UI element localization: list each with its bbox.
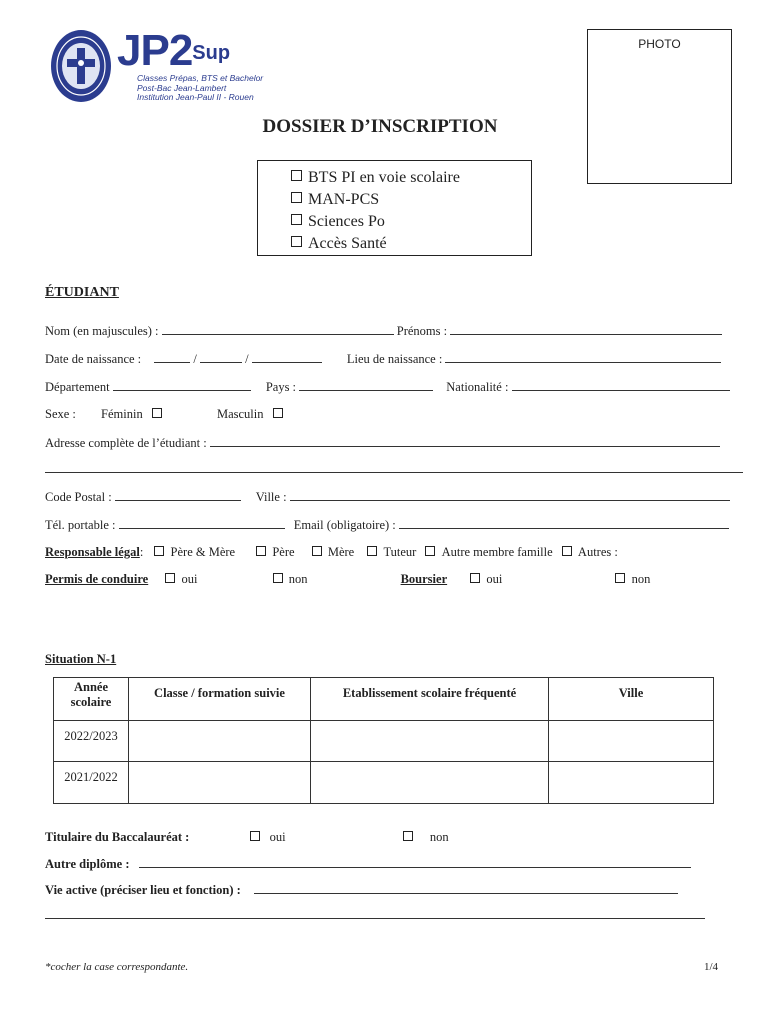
- table-row: [54, 762, 714, 804]
- situation-title: Situation N-1: [45, 652, 117, 666]
- nom-label: Nom (en majuscules) :: [45, 324, 159, 338]
- pays-label: Pays :: [265, 380, 297, 394]
- logo-line-2: Post-Bac Jean-Lambert: [137, 82, 227, 93]
- school-logo: [117, 28, 263, 103]
- permis-boursier-row: Permis de conduire oui non Boursier oui non: [45, 572, 651, 586]
- birth-month-field[interactable]: [200, 351, 242, 363]
- checkbox[interactable]: [291, 214, 302, 225]
- autre-diplome-label: Autre diplôme :: [45, 857, 130, 871]
- page-number: 1/4: [704, 961, 719, 973]
- checkbox[interactable]: [562, 546, 572, 556]
- contact-row: [45, 517, 729, 533]
- code-postal-field[interactable]: [115, 489, 241, 501]
- table-cell[interactable]: [129, 721, 311, 762]
- departement-field[interactable]: [113, 379, 251, 391]
- responsable-row: Responsable légal: Père & Mère Père Mère Tuteur Autre membre famille Autres :: [45, 545, 618, 559]
- boursier-non-checkbox[interactable]: [615, 573, 625, 583]
- table-cell[interactable]: [549, 721, 714, 762]
- checkbox[interactable]: [312, 546, 322, 556]
- table-cell[interactable]: [311, 762, 549, 804]
- adresse-field-line-2[interactable]: [45, 462, 743, 473]
- table-header-row: [54, 678, 714, 721]
- tel-field[interactable]: [119, 517, 285, 529]
- feminin-label: Féminin: [101, 407, 143, 421]
- boursier-label: Boursier: [400, 572, 448, 586]
- photo-box[interactable]: [587, 29, 732, 184]
- origin-row: [45, 379, 730, 395]
- page-title: DOSSIER D’INSCRIPTION: [262, 116, 498, 137]
- program-option[interactable]: Accès Santé: [291, 233, 531, 255]
- adresse-field[interactable]: [210, 435, 720, 447]
- table-header: Classe / formation suivie: [129, 678, 311, 721]
- table-header: Année scolaire: [54, 678, 129, 721]
- table-cell[interactable]: [549, 762, 714, 804]
- permis-oui-checkbox[interactable]: [165, 573, 175, 583]
- table-row: [54, 721, 714, 762]
- prenoms-label: Prénoms :: [396, 324, 448, 338]
- vie-active-row: [45, 882, 678, 898]
- program-option[interactable]: BTS PI en voie scolaire: [291, 167, 531, 189]
- boursier-oui-checkbox[interactable]: [470, 573, 480, 583]
- checkbox[interactable]: [291, 192, 302, 203]
- masculin-label: Masculin: [216, 407, 264, 421]
- bac-oui-checkbox[interactable]: [250, 831, 260, 841]
- prenoms-field[interactable]: [450, 323, 722, 335]
- bac-non-checkbox[interactable]: [403, 831, 413, 841]
- vie-active-field[interactable]: [254, 882, 678, 894]
- table-cell: 2021/2022: [54, 762, 129, 804]
- birth-year-field[interactable]: [252, 351, 322, 363]
- autre-diplome-field[interactable]: [139, 856, 691, 868]
- masculin-checkbox[interactable]: [273, 408, 283, 418]
- permis-non-checkbox[interactable]: [273, 573, 283, 583]
- table-header: Etablissement scolaire fréquenté: [311, 678, 549, 721]
- program-option[interactable]: Sciences Po: [291, 211, 531, 233]
- sex-row: [45, 407, 283, 422]
- vie-active-label: Vie active (préciser lieu et fonction) :: [45, 883, 241, 897]
- departement-label: Département: [45, 380, 110, 394]
- adresse-label: Adresse complète de l’étudiant :: [45, 436, 207, 450]
- table-cell[interactable]: [311, 721, 549, 762]
- logo-line-3: Institution Jean-Paul II - Rouen: [137, 92, 254, 102]
- checkbox[interactable]: [256, 546, 266, 556]
- address-row: [45, 435, 720, 451]
- date-naissance-label: Date de naissance :: [45, 352, 142, 366]
- nationalite-label: Nationalité :: [446, 380, 509, 394]
- student-section-title: ÉTUDIANT: [45, 285, 119, 300]
- sexe-label: Sexe :: [45, 407, 76, 421]
- feminin-checkbox[interactable]: [152, 408, 162, 418]
- program-choice-box: [257, 160, 532, 256]
- nationalite-field[interactable]: [512, 379, 730, 391]
- photo-label: PHOTO: [638, 37, 681, 51]
- table-cell: 2022/2023: [54, 721, 129, 762]
- postal-row: [45, 489, 730, 505]
- table-header: Ville: [549, 678, 714, 721]
- email-field[interactable]: [399, 517, 729, 529]
- birth-day-field[interactable]: [154, 351, 190, 363]
- checkbox[interactable]: [291, 170, 302, 181]
- logo-brand: $JP2^{Sup}$: [117, 26, 231, 75]
- checkbox[interactable]: [425, 546, 435, 556]
- tel-label: Tél. portable :: [45, 518, 116, 532]
- vie-active-field-line-2[interactable]: [45, 908, 705, 919]
- ville-field[interactable]: [290, 489, 730, 501]
- email-label: Email (obligatoire) :: [293, 518, 396, 532]
- logo-line-1: Classes Prépas, BTS et Bachelor: [137, 73, 264, 83]
- autre-diplome-row: [45, 856, 691, 872]
- lieu-naissance-label: Lieu de naissance :: [346, 352, 443, 366]
- program-option[interactable]: MAN-PCS: [291, 189, 531, 211]
- school-seal-logo: [50, 28, 112, 104]
- birth-row: Date de naissance : / / Lieu de naissance :: [45, 351, 721, 367]
- code-postal-label: Code Postal :: [45, 490, 112, 504]
- bac-row: Titulaire du Baccalauréat : oui non: [45, 830, 449, 844]
- checkbox[interactable]: [154, 546, 164, 556]
- nom-field[interactable]: [162, 323, 394, 335]
- checkbox[interactable]: [291, 236, 302, 247]
- checkbox[interactable]: [367, 546, 377, 556]
- ville-label: Ville :: [255, 490, 287, 504]
- situation-table: [53, 677, 714, 804]
- responsable-label: Responsable légal: [45, 545, 140, 559]
- permis-label: Permis de conduire: [45, 572, 149, 586]
- pays-field[interactable]: [299, 379, 433, 391]
- footer-note: *cocher la case correspondante.: [45, 961, 189, 973]
- table-cell[interactable]: [129, 762, 311, 804]
- name-row: [45, 323, 722, 339]
- bac-label: Titulaire du Baccalauréat :: [45, 830, 190, 844]
- lieu-naissance-field[interactable]: [445, 351, 721, 363]
